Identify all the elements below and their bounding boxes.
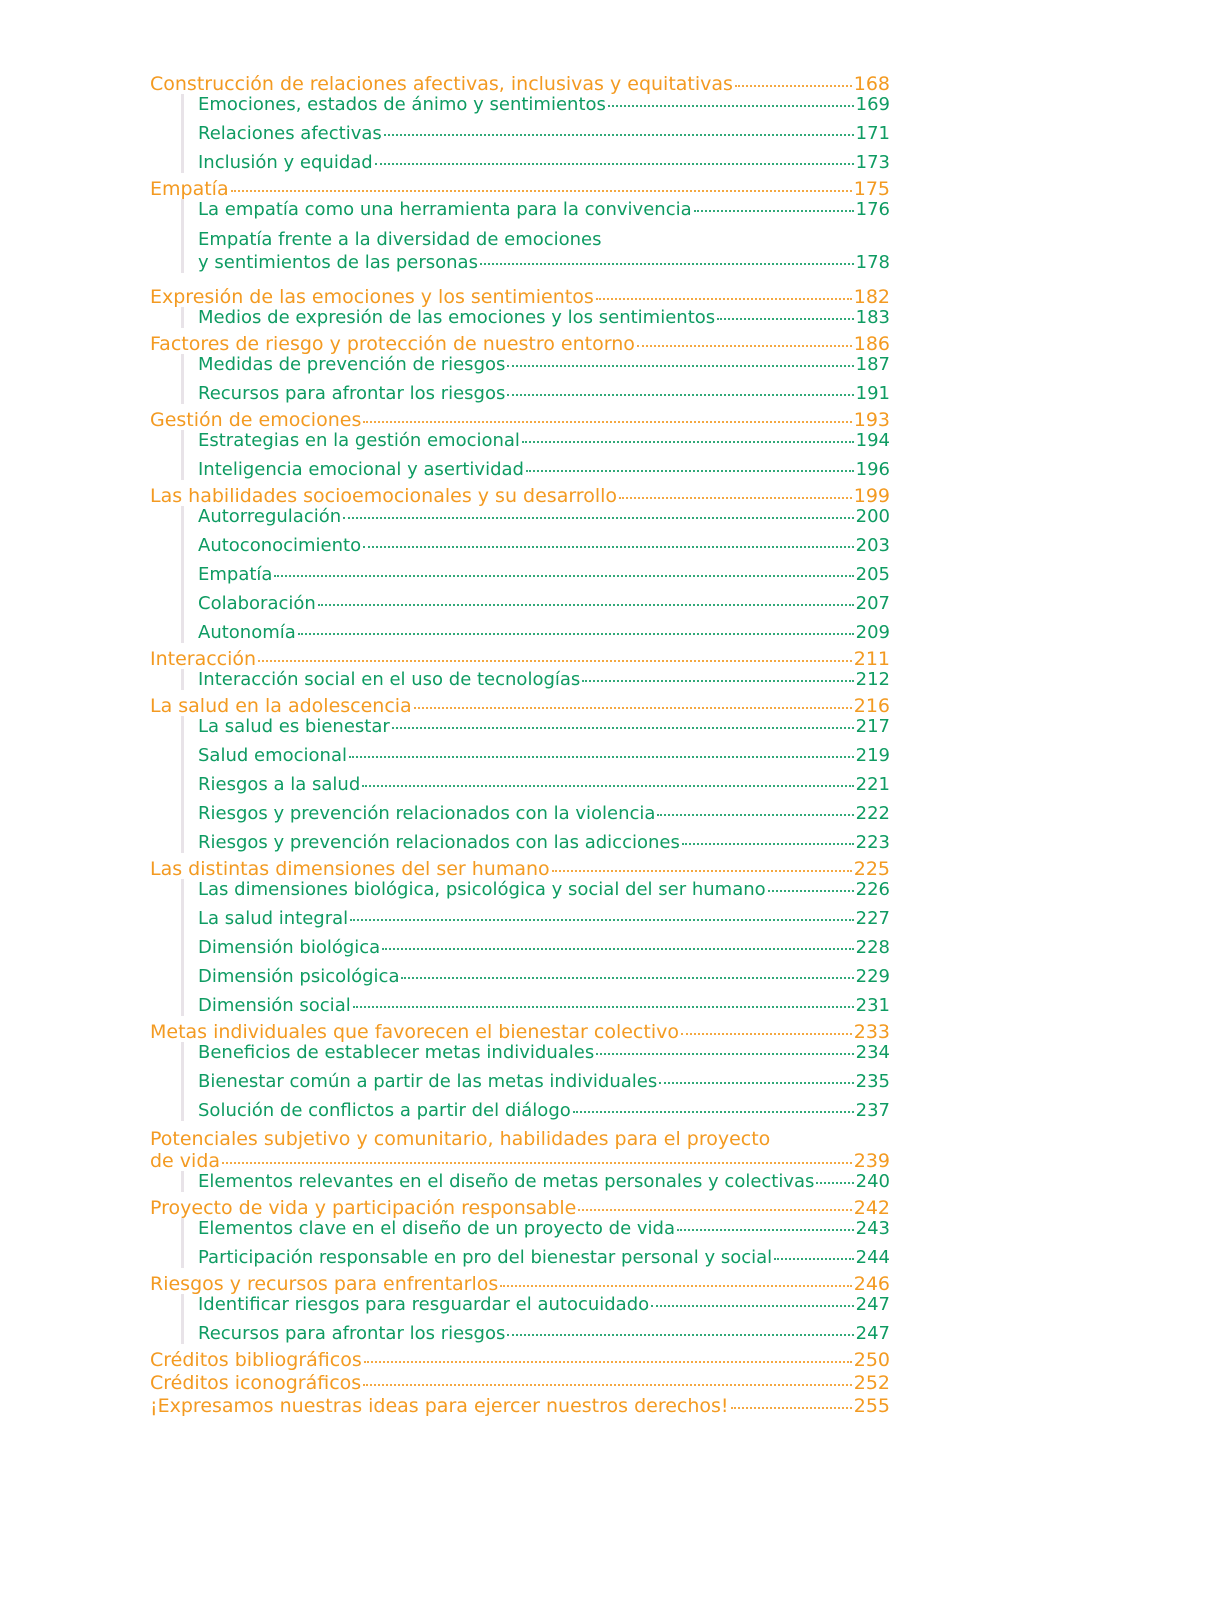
page-number: 247 xyxy=(855,1294,890,1315)
dot-leader xyxy=(526,470,854,472)
dot-leader xyxy=(353,1006,854,1008)
subentry[interactable] xyxy=(198,669,890,690)
page-number: 242 xyxy=(853,1197,890,1219)
entry-title: Estrategias en la gestión emocional xyxy=(198,430,520,451)
entry-title: Interacción social en el uso de tecnologías xyxy=(198,669,581,690)
dot-leader xyxy=(363,546,854,548)
subentry[interactable] xyxy=(198,622,890,643)
dot-leader xyxy=(414,707,852,709)
entry-title: Elementos clave en el diseño de un proyecto de vida xyxy=(198,1218,675,1239)
page-number: 227 xyxy=(855,908,890,929)
page-number: 252 xyxy=(853,1372,890,1394)
subentry[interactable] xyxy=(198,506,890,527)
page-number: 250 xyxy=(853,1349,890,1371)
entry-title: Salud emocional xyxy=(198,745,347,766)
entry-title: Relaciones afectivas xyxy=(198,123,382,144)
subentry-list xyxy=(181,199,890,273)
dot-leader xyxy=(392,727,854,729)
page-number: 187 xyxy=(855,354,890,375)
page-number: 247 xyxy=(855,1323,890,1344)
table-of-contents xyxy=(150,74,890,1423)
entry-title: Participación responsable en pro del bienestar personal y social xyxy=(198,1247,773,1268)
subentry[interactable] xyxy=(198,803,890,824)
page-number: 216 xyxy=(853,695,890,717)
subentry[interactable] xyxy=(198,593,890,614)
page-number: 212 xyxy=(855,669,890,690)
subentry[interactable] xyxy=(198,1042,890,1063)
dot-leader xyxy=(298,633,854,635)
page-number: 193 xyxy=(853,409,890,431)
dot-leader xyxy=(659,1082,853,1084)
main-entry-first-line xyxy=(150,1127,890,1151)
subentry[interactable] xyxy=(198,307,890,328)
page-number: 194 xyxy=(855,430,890,451)
toc-section xyxy=(150,1396,890,1417)
subentry-list xyxy=(181,506,890,643)
page-number: 239 xyxy=(853,1150,890,1172)
subentry[interactable] xyxy=(198,152,890,173)
entry-title: Elementos relevantes en el diseño de metas personales y colectivas xyxy=(198,1171,815,1192)
dot-leader xyxy=(694,210,854,212)
page-number: 246 xyxy=(853,1273,890,1295)
entry-title: Medidas de prevención de riesgos xyxy=(198,354,506,375)
dot-leader xyxy=(375,163,854,165)
page-number: 169 xyxy=(855,94,890,115)
page-number: 205 xyxy=(855,564,890,585)
subentry[interactable] xyxy=(198,199,890,220)
entry-title: Inclusión y equidad xyxy=(198,152,373,173)
dot-leader xyxy=(657,814,853,816)
dot-leader xyxy=(816,1182,853,1184)
entry-title: La salud en la adolescencia xyxy=(150,695,412,717)
dot-leader xyxy=(350,919,853,921)
entry-title: Inteligencia emocional y asertividad xyxy=(198,459,524,480)
page-number: 178 xyxy=(855,252,890,273)
subentry[interactable] xyxy=(198,535,890,556)
subentry-list xyxy=(181,669,890,690)
toc-section xyxy=(150,1274,890,1344)
subentry[interactable] xyxy=(198,1100,890,1121)
entry-title: Dimensión social xyxy=(198,995,351,1016)
dot-leader xyxy=(349,756,854,758)
subentry[interactable] xyxy=(198,879,890,900)
entry-title: Autonomía xyxy=(198,622,296,643)
entry-title: Créditos iconográficos xyxy=(150,1372,362,1394)
dot-leader xyxy=(318,604,854,606)
dot-leader xyxy=(363,421,851,423)
dot-leader xyxy=(578,1209,851,1211)
page-number: 219 xyxy=(855,745,890,766)
main-entry[interactable] xyxy=(150,1022,890,1043)
entry-title: Factores de riesgo y protección de nuestro entorno xyxy=(150,333,635,355)
dot-leader xyxy=(677,1229,854,1231)
entry-title: Riesgos a la salud xyxy=(198,774,361,795)
subentry[interactable] xyxy=(198,995,890,1016)
main-entry[interactable] xyxy=(150,1373,890,1394)
entry-title-line1: Potenciales subjetivo y comunitario, habilidades para el proyecto xyxy=(150,1128,771,1150)
subentry[interactable] xyxy=(198,564,890,585)
subentry[interactable] xyxy=(198,1247,890,1268)
subentry-list xyxy=(181,354,890,404)
dot-leader xyxy=(382,948,853,950)
dot-leader xyxy=(651,1305,853,1307)
main-entry[interactable] xyxy=(150,1396,890,1417)
main-entry[interactable] xyxy=(150,1350,890,1371)
page-number: 235 xyxy=(855,1071,890,1092)
page-number: 243 xyxy=(855,1218,890,1239)
page-number: 203 xyxy=(855,535,890,556)
toc-section xyxy=(150,1373,890,1394)
subentry-list xyxy=(181,1042,890,1121)
entry-title: Beneficios de establecer metas individuales xyxy=(198,1042,595,1063)
entry-title: de vida xyxy=(150,1150,221,1172)
page-number: 176 xyxy=(855,199,890,220)
entry-title: Riesgos y recursos para enfrentarlos xyxy=(150,1273,499,1295)
page-number: 229 xyxy=(855,966,890,987)
toc-section xyxy=(150,74,890,173)
subentry-list xyxy=(181,1171,890,1192)
dot-leader xyxy=(231,190,852,192)
toc-section xyxy=(150,1022,890,1121)
subentry-list xyxy=(181,1294,890,1344)
entry-title: Solución de conflictos a partir del diálogo xyxy=(198,1100,571,1121)
entry-title: Colaboración xyxy=(198,593,316,614)
subentry[interactable] xyxy=(198,94,890,115)
dot-leader xyxy=(507,365,853,367)
dot-leader xyxy=(507,394,853,396)
subentry-list xyxy=(181,716,890,853)
subentry[interactable] xyxy=(198,459,890,480)
toc-section xyxy=(150,179,890,273)
page-number: 255 xyxy=(853,1395,890,1417)
subentry-first-line xyxy=(198,228,890,252)
entry-title: Dimensión psicológica xyxy=(198,966,400,987)
page-number: 183 xyxy=(855,307,890,328)
dot-leader xyxy=(401,977,853,979)
entry-title: Las habilidades socioemocionales y su desarrollo xyxy=(150,485,618,507)
entry-title: Interacción xyxy=(150,648,257,670)
dot-leader xyxy=(774,1258,853,1260)
dot-leader xyxy=(608,105,854,107)
entry-title: Medios de expresión de las emociones y los sentimientos xyxy=(198,307,716,328)
page-number: 222 xyxy=(855,803,890,824)
dot-leader xyxy=(552,870,852,872)
page-number: 200 xyxy=(855,506,890,527)
subentry[interactable] xyxy=(198,383,890,404)
entry-title: Identificar riesgos para resguardar el autocuidado xyxy=(198,1294,650,1315)
subentry[interactable] xyxy=(198,354,890,375)
dot-leader xyxy=(582,680,853,682)
page-number: 171 xyxy=(855,123,890,144)
subentry[interactable] xyxy=(198,745,890,766)
entry-title: Riesgos y prevención relacionados con las adicciones xyxy=(198,832,680,853)
subentry[interactable] xyxy=(198,1294,890,1315)
subentry-list xyxy=(181,430,890,480)
page-number: 211 xyxy=(853,648,890,670)
page-number: 182 xyxy=(853,286,890,308)
page-number: 234 xyxy=(855,1042,890,1063)
dot-leader xyxy=(480,263,854,265)
dot-leader xyxy=(522,441,854,443)
dot-leader xyxy=(682,843,854,845)
entry-title: Bienestar común a partir de las metas individuales xyxy=(198,1071,658,1092)
page-number: 225 xyxy=(853,858,890,880)
dot-leader xyxy=(343,517,854,519)
toc-section xyxy=(150,334,890,404)
entry-title: Metas individuales que favorecen el bienestar colectivo xyxy=(150,1021,679,1043)
toc-section xyxy=(150,1127,890,1192)
subentry[interactable] xyxy=(198,832,890,853)
toc-section xyxy=(150,486,890,643)
subentry[interactable] xyxy=(198,1171,890,1192)
dot-leader xyxy=(258,660,852,662)
dot-leader xyxy=(731,1407,852,1409)
subentry[interactable] xyxy=(198,908,890,929)
page-number: 228 xyxy=(855,937,890,958)
dot-leader xyxy=(500,1285,851,1287)
toc-section xyxy=(150,410,890,480)
subentry[interactable] xyxy=(198,252,890,273)
page-number: 207 xyxy=(855,593,890,614)
subentry[interactable] xyxy=(198,1071,890,1092)
subentry[interactable] xyxy=(198,774,890,795)
entry-title: Las distintas dimensiones del ser humano xyxy=(150,858,550,880)
page-number: 191 xyxy=(855,383,890,404)
main-entry[interactable] xyxy=(150,859,890,880)
page-number: 175 xyxy=(853,178,890,200)
entry-title: Empatía xyxy=(198,564,273,585)
dot-leader xyxy=(573,1111,854,1113)
main-entry[interactable] xyxy=(150,486,890,507)
subentry[interactable] xyxy=(198,966,890,987)
page-number: 221 xyxy=(855,774,890,795)
toc-section xyxy=(150,287,890,328)
main-entry[interactable] xyxy=(150,74,890,95)
page-number: 240 xyxy=(855,1171,890,1192)
entry-title: Dimensión biológica xyxy=(198,937,381,958)
entry-title: Créditos bibliográficos xyxy=(150,1349,362,1371)
dot-leader xyxy=(364,1361,852,1363)
dot-leader xyxy=(362,785,853,787)
entry-title: Autoconocimiento xyxy=(198,535,362,556)
subentry[interactable] xyxy=(198,937,890,958)
entry-title: Las dimensiones biológica, psicológica y social del ser humano xyxy=(198,879,766,900)
main-entry[interactable] xyxy=(150,1274,890,1295)
subentry[interactable] xyxy=(198,1218,890,1239)
subentry[interactable] xyxy=(198,430,890,451)
entry-title: Expresión de las emociones y los sentimientos xyxy=(150,286,594,308)
main-entry[interactable] xyxy=(150,287,890,308)
entry-title: Autorregulación xyxy=(198,506,342,527)
subentry[interactable] xyxy=(198,1323,890,1344)
entry-title: La salud es bienestar xyxy=(198,716,390,737)
subentry[interactable] xyxy=(198,716,890,737)
entry-title: Gestión de emociones xyxy=(150,409,362,431)
page-number: 233 xyxy=(853,1021,890,1043)
page-number: 223 xyxy=(855,832,890,853)
dot-leader xyxy=(768,890,854,892)
main-entry[interactable] xyxy=(150,696,890,717)
subentry[interactable] xyxy=(198,123,890,144)
toc-section xyxy=(150,649,890,690)
page-number: 237 xyxy=(855,1100,890,1121)
page-number: 209 xyxy=(855,622,890,643)
entry-title: Recursos para afrontar los riesgos xyxy=(198,1323,506,1344)
toc-section xyxy=(150,696,890,853)
dot-leader xyxy=(507,1334,853,1336)
dot-leader xyxy=(619,497,852,499)
entry-title: ¡Expresamos nuestras ideas para ejercer nuestros derechos! xyxy=(150,1395,729,1417)
dot-leader xyxy=(596,1053,853,1055)
dot-leader xyxy=(637,345,852,347)
entry-title: Empatía xyxy=(150,178,229,200)
dot-leader xyxy=(274,575,853,577)
page-number: 244 xyxy=(855,1247,890,1268)
dot-leader xyxy=(717,318,854,320)
page-number: 217 xyxy=(855,716,890,737)
page-number: 231 xyxy=(855,995,890,1016)
subentry-list xyxy=(181,94,890,173)
main-entry[interactable] xyxy=(150,179,890,200)
main-entry[interactable] xyxy=(150,1151,890,1172)
entry-title: La empatía como una herramienta para la convivencia xyxy=(198,199,692,220)
page-number: 168 xyxy=(853,73,890,95)
page-number: 199 xyxy=(853,485,890,507)
page-number: 186 xyxy=(853,333,890,355)
subentry-list xyxy=(181,1218,890,1268)
entry-title: Construcción de relaciones afectivas, inclusivas y equitativas xyxy=(150,73,733,95)
page-number: 196 xyxy=(855,459,890,480)
main-entry[interactable] xyxy=(150,334,890,355)
toc-section xyxy=(150,859,890,1016)
entry-title: y sentimientos de las personas xyxy=(198,252,478,273)
entry-title: Recursos para afrontar los riesgos xyxy=(198,383,506,404)
main-entry[interactable] xyxy=(150,410,890,431)
entry-title: Emociones, estados de ánimo y sentimientos xyxy=(198,94,606,115)
entry-title: Proyecto de vida y participación responsable xyxy=(150,1197,577,1219)
main-entry[interactable] xyxy=(150,1198,890,1219)
toc-section xyxy=(150,1350,890,1371)
entry-title: Riesgos y prevención relacionados con la violencia xyxy=(198,803,656,824)
dot-leader xyxy=(222,1162,852,1164)
dot-leader xyxy=(363,1384,852,1386)
entry-title: La salud integral xyxy=(198,908,349,929)
main-entry[interactable] xyxy=(150,649,890,670)
toc-section xyxy=(150,1198,890,1268)
dot-leader xyxy=(384,134,854,136)
subentry-list xyxy=(181,879,890,1016)
entry-title-line1: Empatía frente a la diversidad de emociones xyxy=(198,229,602,250)
page-number: 173 xyxy=(855,152,890,173)
subentry-list xyxy=(181,307,890,328)
page-number: 226 xyxy=(855,879,890,900)
dot-leader xyxy=(596,298,852,300)
dot-leader xyxy=(735,85,852,87)
dot-leader xyxy=(681,1033,852,1035)
